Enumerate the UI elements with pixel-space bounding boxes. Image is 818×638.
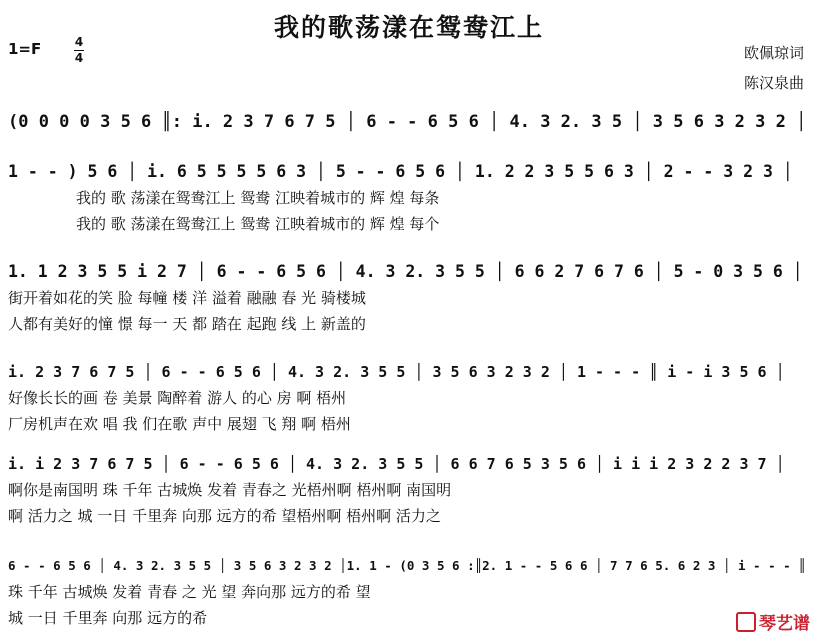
composer-credit: 陈汉泉曲 (743, 74, 804, 92)
lyrics-verse-1: 珠 千年 古城焕 发着 青春 之 光 望 奔向那 远方的希 望 (8, 583, 371, 601)
lyrics-verse-2: 人都有美好的憧 憬 每一 天 都 踏在 起跑 线 上 新盖的 (8, 315, 366, 333)
lyrics-verse-2: 啊 活力之 城 一日 千里奔 向那 远方的希 望梧州啊 梧州啊 活力之 (8, 507, 441, 525)
time-signature-bottom: 4 (74, 51, 84, 65)
notation-line: (0 0 0 0 3 5 6 ║: i. 2 3 7 6 7 5 │ 6 - - 6 5 6 │ 4. 3 2. 3 5 │ 3 5 6 3 2 3 2 │ (8, 112, 807, 132)
notation-line: 6 - - 6 5 6 │ 4. 3 2. 3 5 5 │ 3 5 6 3 2 3 2 │1. 1 - (0 3 5 6 :║2. 1 - - 5 6 6 │ 7 7 6 5. 6 2 3 │ i - - - ║ (8, 558, 806, 573)
piano-logo-icon (736, 612, 756, 632)
notation-line: i. 2 3 7 6 7 5 │ 6 - - 6 5 6 │ 4. 3 2. 3 5 5 │ 3 5 6 3 2 3 2 │ 1 - - - ║ i - i 3 5 6 │ (8, 363, 785, 381)
lyrics-verse-1: 我的 歌 荡漾在鸳鸯江上 鸳鸯 江映着城市的 辉 煌 每条 (76, 189, 440, 207)
lyrics-verse-1: 街开着如花的笑 脸 每幢 楼 洋 溢着 融融 春 光 骑楼城 (8, 289, 366, 307)
lyrics-verse-1: 好像长长的画 卷 美景 陶醉着 游人 的心 房 啊 梧州 (8, 389, 347, 407)
lyrics-verse-1: 啊你是南国明 珠 千年 古城焕 发着 青春之 光梧州啊 梧州啊 南国明 (8, 481, 452, 499)
notation-line: i. i 2 3 7 6 7 5 │ 6 - - 6 5 6 │ 4. 3 2. 3 5 5 │ 6 6 7 6 5 3 5 6 │ i i i 2 3 2 2 3 7 │ (8, 455, 785, 473)
lyricist-credit: 欧佩琼词 (743, 44, 804, 62)
watermark-logo (736, 609, 810, 634)
notation-line: 1 - - ) 5 6 │ i. 6 5 5 5 5 6 3 │ 5 - - 6 5 6 │ 1. 2 2 3 5 5 6 3 │ 2 - - 3 2 3 │ (8, 162, 793, 181)
song-title: 我的歌荡漾在鸳鸯江上 (273, 13, 544, 42)
time-signature (74, 36, 84, 65)
time-signature-top: 4 (74, 35, 84, 49)
notation-line: 1. 1 2 3 5 5 i 2 7 │ 6 - - 6 5 6 │ 4. 3 2. 3 5 5 │ 6 6 2 7 6 7 6 │ 5 - 0 3 5 6 │ (8, 262, 803, 281)
lyrics-verse-2: 城 一日 千里奔 向那 远方的希 (8, 609, 208, 627)
lyrics-verse-2: 厂房机声在欢 唱 我 们在歌 声中 展翅 飞 翔 啊 梧州 (8, 415, 351, 433)
lyrics-verse-2: 我的 歌 荡漾在鸳鸯江上 鸳鸯 江映着城市的 辉 煌 每个 (76, 215, 440, 233)
key-signature: 1=F (8, 40, 42, 58)
watermark-text: 琴艺谱 (759, 614, 810, 634)
